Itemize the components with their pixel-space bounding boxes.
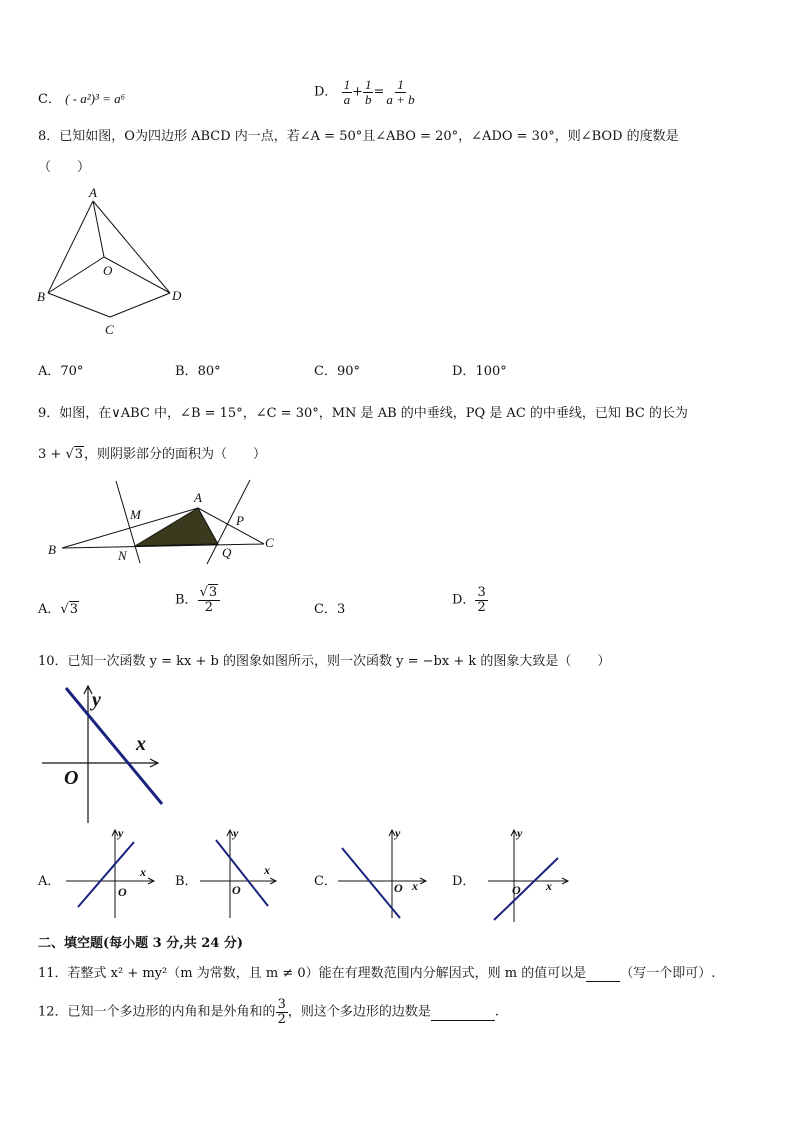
- label-q: Q: [222, 545, 232, 560]
- edge-ab: [48, 201, 93, 293]
- q10-option-b-label[interactable]: B．: [175, 874, 198, 889]
- option-label: C．: [38, 92, 61, 107]
- origin-label: O: [394, 881, 403, 895]
- origin-label: O: [118, 885, 127, 899]
- question-text: 已知如图，O为四边形 ABCD 内一点，若∠A = 50°且∠ABO = 20°，∠ADO = 30°，则∠BOD 的度数是: [59, 129, 679, 144]
- label-p: P: [236, 513, 244, 528]
- option-label: B．: [175, 364, 198, 379]
- answer-blank[interactable]: [586, 966, 620, 982]
- q9-option-b[interactable]: [175, 586, 220, 614]
- question-number: 10．: [38, 654, 68, 669]
- label-a: A: [89, 185, 97, 200]
- q10-option-b-graph[interactable]: [196, 826, 284, 922]
- option-text: ( - a²)³ = a⁶: [65, 91, 126, 106]
- function-line: [66, 688, 162, 804]
- fraction: $\frac{1}{a + b}$: [386, 77, 415, 107]
- edge-od: [104, 257, 170, 293]
- edge-bc: [48, 293, 110, 317]
- label-m: M: [130, 507, 141, 522]
- q9-figure: [40, 478, 290, 568]
- origin-label: O: [512, 883, 521, 897]
- q8-paren: （ ）: [38, 160, 91, 175]
- label-c: C: [265, 535, 274, 550]
- x-axis-label: x: [264, 863, 270, 877]
- q9-option-a[interactable]: A．√3: [38, 602, 78, 617]
- label-a: A: [194, 490, 202, 505]
- q8-option-b[interactable]: [175, 360, 221, 379]
- option-label: B．: [175, 592, 198, 608]
- option-value: 90°: [336, 364, 360, 379]
- q8-option-c[interactable]: [314, 360, 360, 379]
- shaded-triangle: [135, 508, 218, 546]
- q12-stem: [38, 998, 499, 1026]
- option-value: 70°: [60, 364, 84, 379]
- question-number: 11．: [38, 966, 68, 981]
- section-title: 二、填空题(每小题 3 分,共 24 分): [38, 936, 244, 951]
- label-o: O: [103, 263, 113, 278]
- x-axis-label: x: [136, 733, 146, 755]
- fraction: $\frac{3}{2}$: [477, 585, 486, 615]
- sqrt-value: 3: [69, 602, 78, 617]
- fraction: $\frac{√3}{2}$: [198, 586, 221, 614]
- question-text: （写一个即可）.: [620, 966, 716, 981]
- question-number: 8．: [38, 129, 60, 144]
- q7-option-d[interactable]: D． $\frac{1}{a}$ + $\frac{1}{b}$ = $\frac{1}{a + b}$: [314, 77, 415, 107]
- fraction: $\frac{1}{b}$: [364, 77, 372, 107]
- question-text: ，则阴影部分的面积为（ ）: [84, 447, 267, 462]
- function-line: [342, 848, 400, 918]
- option-value: 100°: [475, 364, 507, 379]
- question-text: 若整式 x² + my²（m 为常数，且 m ≠ 0）能在有理数范围内分解因式，则 m 的值可以是: [67, 966, 587, 981]
- q8-stem: [38, 125, 679, 144]
- option-label: C．: [314, 602, 337, 617]
- y-axis-label: y: [395, 826, 401, 840]
- q9-stem-2: 3 + √3，则阴影部分的面积为（ ）: [38, 447, 267, 462]
- q9-stem: [38, 402, 688, 421]
- question-text: 已知一次函数 y = kx + b 的图象如图所示，则一次函数 y = −bx + k 的图象大致是（ ）: [67, 654, 611, 669]
- option-label: D．: [452, 364, 476, 379]
- label-n: N: [118, 548, 127, 563]
- question-text: 已知一个多边形的内角和是外角和的: [67, 1004, 276, 1020]
- edge-cd: [110, 293, 170, 317]
- edge-ad: [93, 201, 170, 293]
- label-b: B: [48, 542, 56, 557]
- q10-option-d-graph[interactable]: [484, 826, 580, 926]
- q10-stem: [38, 650, 610, 669]
- q10-option-a-graph[interactable]: [62, 826, 166, 922]
- question-number: 9．: [38, 406, 60, 421]
- fraction: $\frac{1}{a}$: [343, 77, 351, 107]
- option-label: A．: [38, 602, 61, 617]
- q10-option-c-label[interactable]: C．: [314, 874, 337, 889]
- x-axis-label: x: [412, 879, 418, 893]
- option-label: D．: [452, 592, 476, 608]
- q10-main-graph: [38, 678, 170, 828]
- question-text: .: [494, 1004, 499, 1020]
- option-value: 3: [336, 602, 346, 617]
- x-axis-label: x: [140, 865, 146, 879]
- origin-label: O: [64, 767, 79, 789]
- label-d: D: [172, 288, 182, 303]
- q10-option-d-label[interactable]: D．: [452, 874, 476, 889]
- function-line: [216, 840, 268, 906]
- option-label: C．: [314, 364, 337, 379]
- y-axis-label: y: [118, 826, 124, 840]
- option-label: A．: [38, 364, 61, 379]
- question-text: ，则这个多边形的边数是: [287, 1004, 431, 1020]
- origin-label: O: [232, 883, 241, 897]
- q8-option-a[interactable]: [38, 360, 83, 379]
- question-number: 12．: [38, 1004, 68, 1020]
- sqrt-value: 3: [74, 447, 84, 462]
- q8-option-d[interactable]: [452, 360, 507, 379]
- q7-option-c[interactable]: [38, 88, 125, 107]
- y-axis-label: y: [517, 826, 523, 840]
- question-text: 如图，在∨ABC 中，∠B = 15°，∠C = 30°，MN 是 AB 的中垂线，PQ 是 AC 的中垂线，已知 BC 的长为: [59, 406, 688, 421]
- fraction: $\frac{3}{2}$: [277, 997, 286, 1027]
- label-b: B: [37, 289, 45, 304]
- y-axis-label: y: [233, 826, 239, 840]
- q10-option-c-graph[interactable]: [334, 826, 434, 922]
- q9-option-c[interactable]: [314, 598, 345, 617]
- q11-stem: [38, 962, 715, 982]
- y-axis-label: y: [92, 689, 101, 711]
- edge-ao: [93, 201, 104, 257]
- q9-option-d[interactable]: [452, 586, 488, 614]
- q8-figure: [34, 182, 204, 340]
- q10-option-a-label[interactable]: A．: [38, 874, 61, 889]
- label-c: C: [105, 322, 114, 337]
- option-label: D．: [314, 84, 338, 100]
- expr-part: 3 +: [38, 447, 66, 462]
- option-value: 80°: [197, 364, 221, 379]
- x-axis-label: x: [546, 879, 552, 893]
- answer-blank[interactable]: [431, 1005, 495, 1021]
